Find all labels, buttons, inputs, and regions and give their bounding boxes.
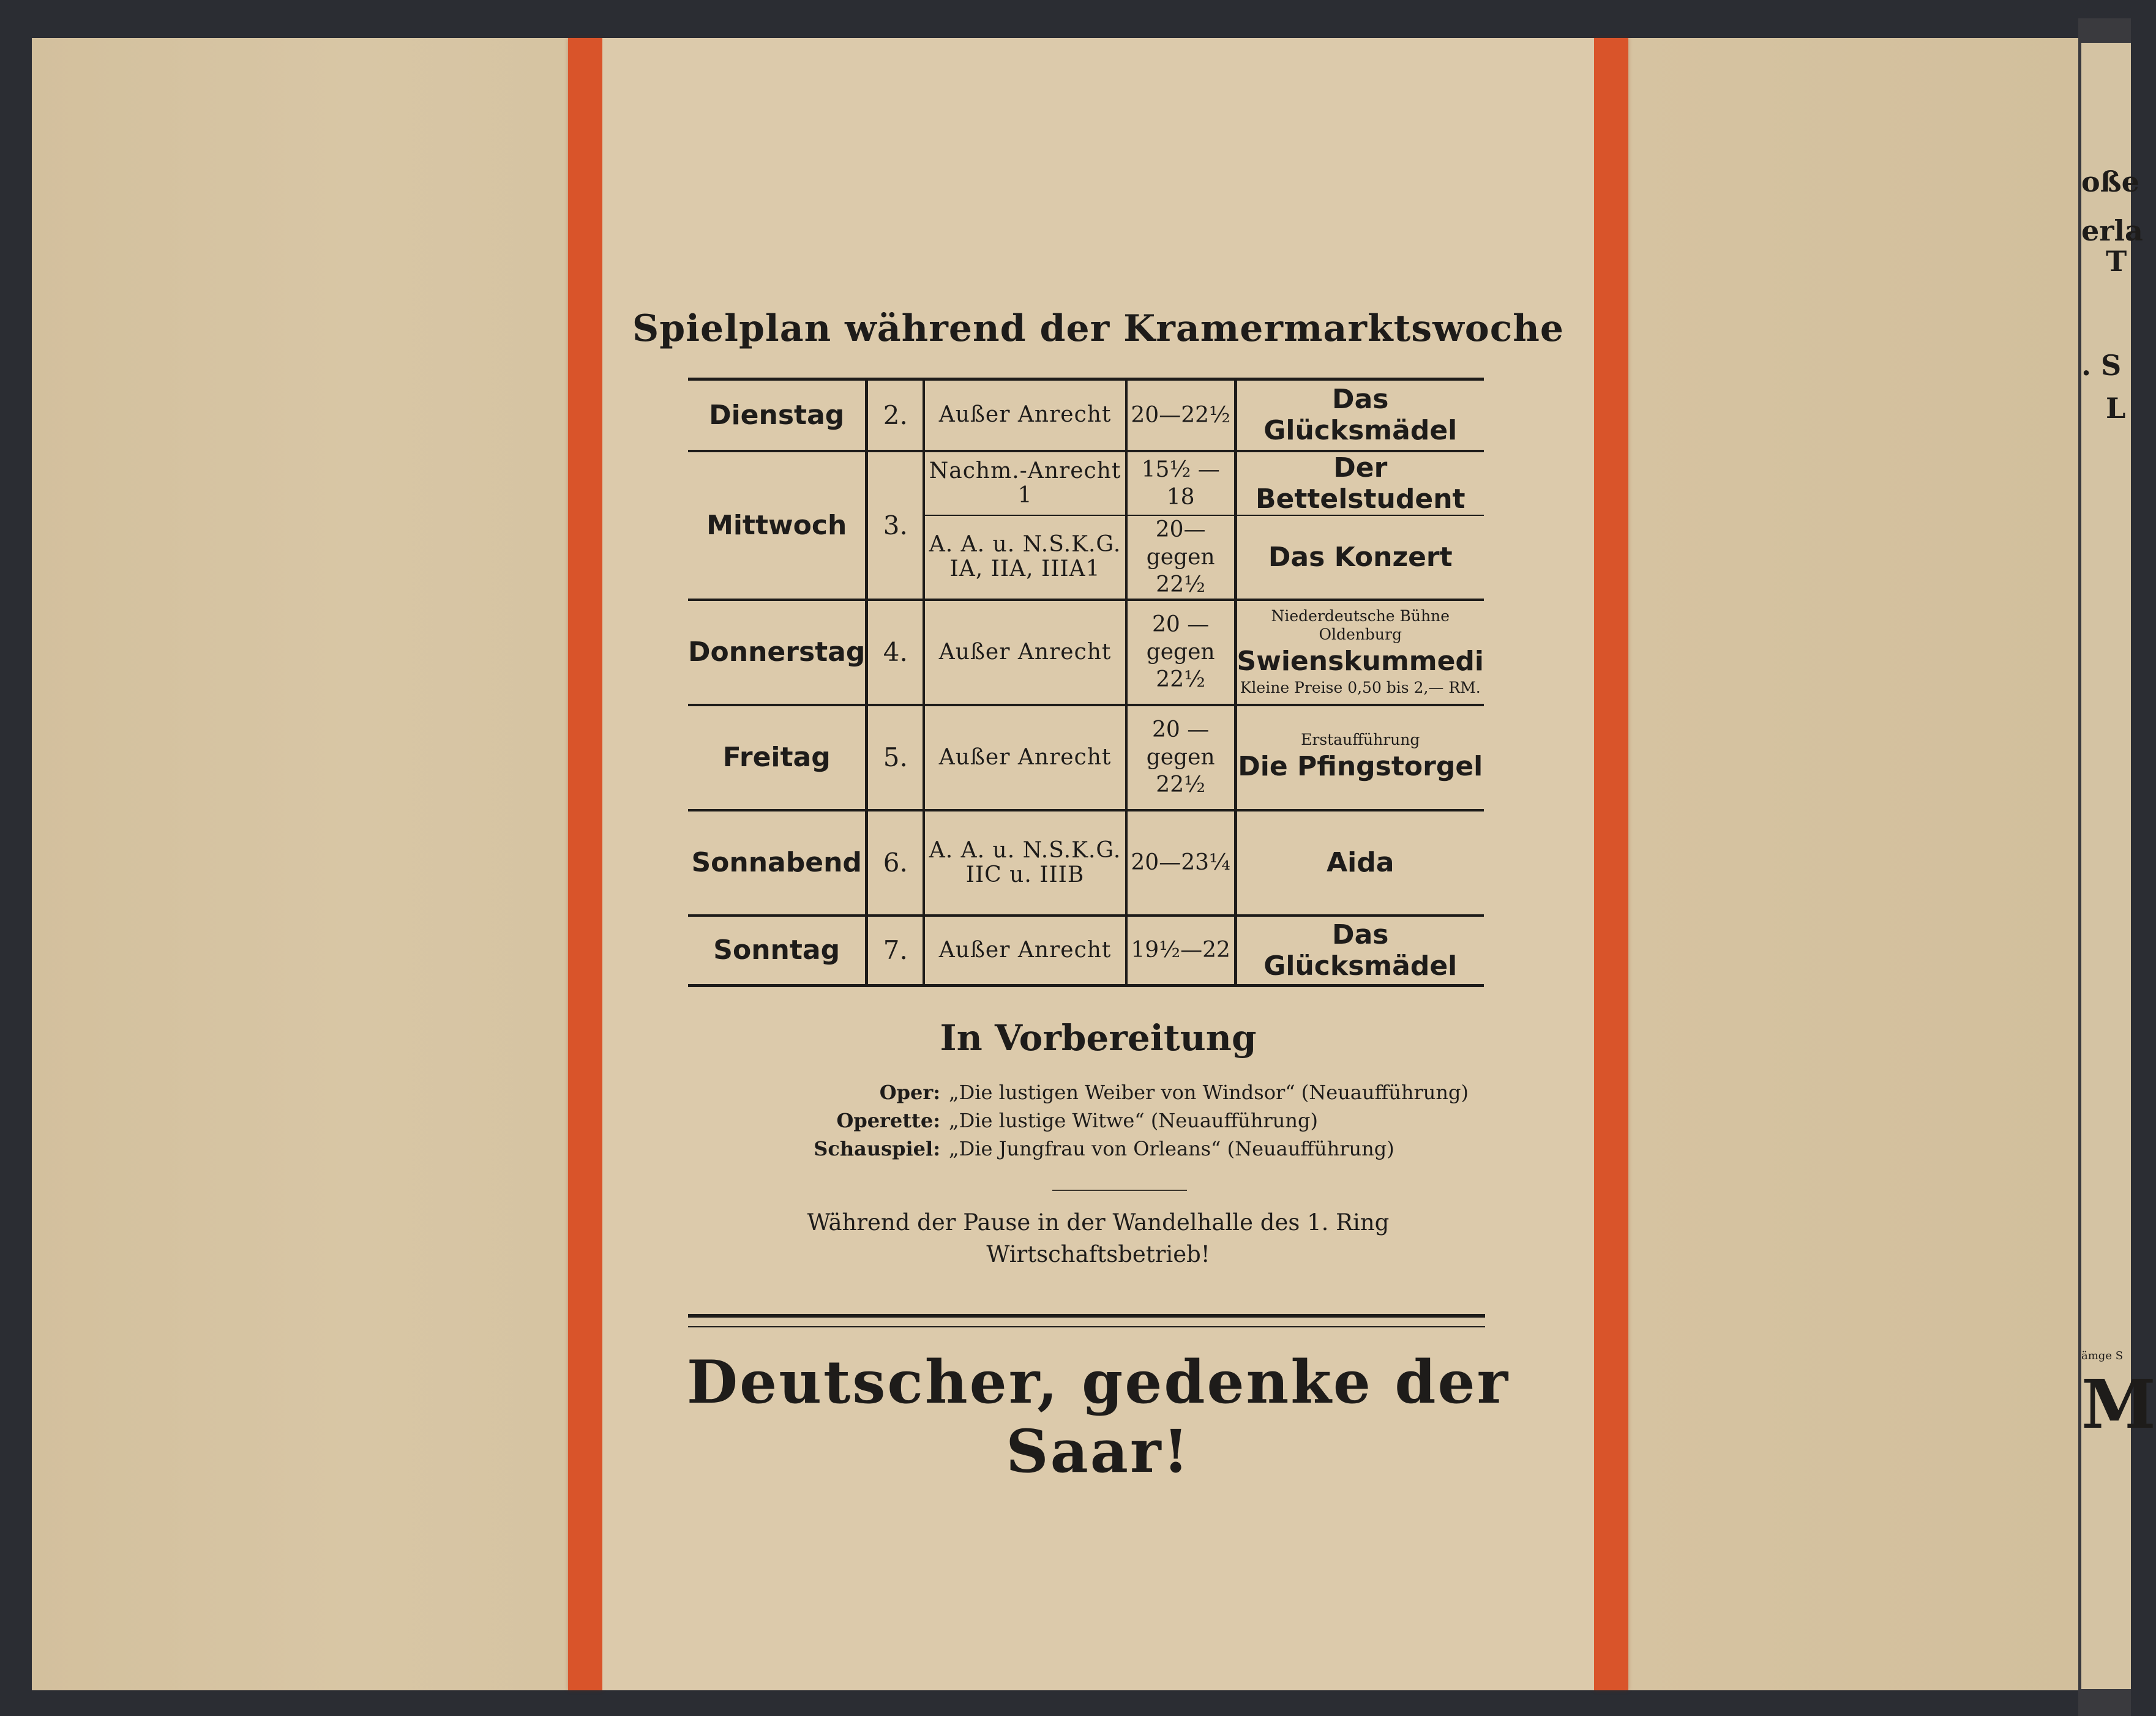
work-title: „Die Jungfrau von Orleans“ (Neuaufführung) <box>949 1137 1394 1160</box>
short-divider <box>1052 1190 1187 1191</box>
play-title: Swienskummedi <box>1237 645 1484 677</box>
work-title: „Die lustige Witwe“ (Neuaufführung) <box>949 1109 1318 1132</box>
edge-text: M <box>2081 1365 2156 1444</box>
day-cell: Freitag <box>688 705 867 810</box>
right-page-panel <box>1628 38 2081 1690</box>
genre-label: Operette: <box>836 1109 940 1132</box>
date-cell: 6. <box>867 810 924 916</box>
left-page-panel <box>32 38 568 1690</box>
page-title: Spielplan während der Kramermarktswoche <box>632 307 1565 350</box>
next-page-edge <box>2081 43 2156 1689</box>
time-cell: 20—23¼ <box>1126 810 1235 916</box>
subscription-cell: Außer Anrecht <box>924 600 1126 705</box>
play-cell: Das Konzert <box>1235 515 1484 600</box>
play-cell: Das Glücksmädel <box>1235 916 1484 986</box>
table-row <box>688 916 1484 986</box>
slogan: Deutscher, gedenke der Saar! <box>686 1348 1510 1486</box>
schedule-table <box>688 378 1484 987</box>
play-cell: Das Glücksmädel <box>1235 379 1484 451</box>
play-title: Die Pfingstorgel <box>1238 750 1483 782</box>
pause-line: Wirtschaftsbetrieb! <box>986 1241 1210 1267</box>
double-rule <box>688 1314 1485 1327</box>
day-cell: Sonnabend <box>688 810 867 916</box>
edge-text: oße <box>2081 165 2139 198</box>
subscription-cell: Außer Anrecht <box>924 379 1126 451</box>
subscription-cell: Außer Anrecht <box>924 705 1126 810</box>
table-row <box>688 379 1484 451</box>
subscription-cell: Außer Anrecht <box>924 916 1126 986</box>
list-item <box>713 1106 1508 1135</box>
time-cell: 20 — gegen 22½ <box>1126 705 1235 810</box>
list-item <box>713 1078 1508 1106</box>
date-cell: 3. <box>867 451 924 600</box>
edge-text: ämge S <box>2081 1349 2124 1362</box>
day-cell: Dienstag <box>688 379 867 451</box>
list-item <box>713 1135 1508 1163</box>
date-cell: 7. <box>867 916 924 986</box>
edge-text: . S <box>2081 349 2122 382</box>
table-row <box>688 810 1484 916</box>
play-cell: Der Bettelstudent <box>1235 451 1484 515</box>
subscription-cell: Nachm.-Anrecht 1 <box>924 451 1126 515</box>
time-cell: 20 — gegen 22½ <box>1126 600 1235 705</box>
time-cell: 15½ —18 <box>1126 451 1235 515</box>
time-cell: 19½—22 <box>1126 916 1235 986</box>
play-note: Erstaufführung <box>1301 730 1420 748</box>
play-note: Niederdeutsche Bühne Oldenburg <box>1271 606 1450 643</box>
orange-stripe-left <box>568 38 602 1690</box>
table-row <box>688 451 1484 515</box>
date-cell: 5. <box>867 705 924 810</box>
day-cell: Sonntag <box>688 916 867 986</box>
table-row <box>688 705 1484 810</box>
play-cell: Aida <box>1235 810 1484 916</box>
orange-stripe-right <box>1594 38 1628 1690</box>
preparation-title: In Vorbereitung <box>940 1017 1257 1059</box>
day-cell: Donnerstag <box>688 600 867 705</box>
day-cell: Mittwoch <box>688 451 867 600</box>
subscription-cell: A. A. u. N.S.K.G. IA, IIA, IIIA1 <box>924 515 1126 600</box>
date-cell: 4. <box>867 600 924 705</box>
edge-text: T <box>2106 245 2127 278</box>
edge-text: erla <box>2081 214 2143 247</box>
subscription-cell: A. A. u. N.S.K.G. IIC u. IIIB <box>924 810 1126 916</box>
program-page <box>602 38 1594 1690</box>
edge-text: L <box>2106 392 2126 425</box>
work-title: „Die lustigen Weiber von Windsor“ (Neuaufführung) <box>949 1081 1469 1104</box>
pause-line: Während der Pause in der Wandelhalle des 1. Ring <box>807 1209 1390 1236</box>
preparation-list <box>713 1078 1508 1163</box>
play-cell <box>1235 705 1484 810</box>
genre-label: Schauspiel: <box>814 1137 940 1160</box>
table-row <box>688 600 1484 705</box>
date-cell: 2. <box>867 379 924 451</box>
time-cell: 20—gegen 22½ <box>1126 515 1235 600</box>
time-cell: 20—22½ <box>1126 379 1235 451</box>
play-cell <box>1235 600 1484 705</box>
genre-label: Oper: <box>879 1081 940 1104</box>
pause-notice <box>602 1207 1594 1270</box>
play-price: Kleine Preise 0,50 bis 2,— RM. <box>1240 679 1481 697</box>
